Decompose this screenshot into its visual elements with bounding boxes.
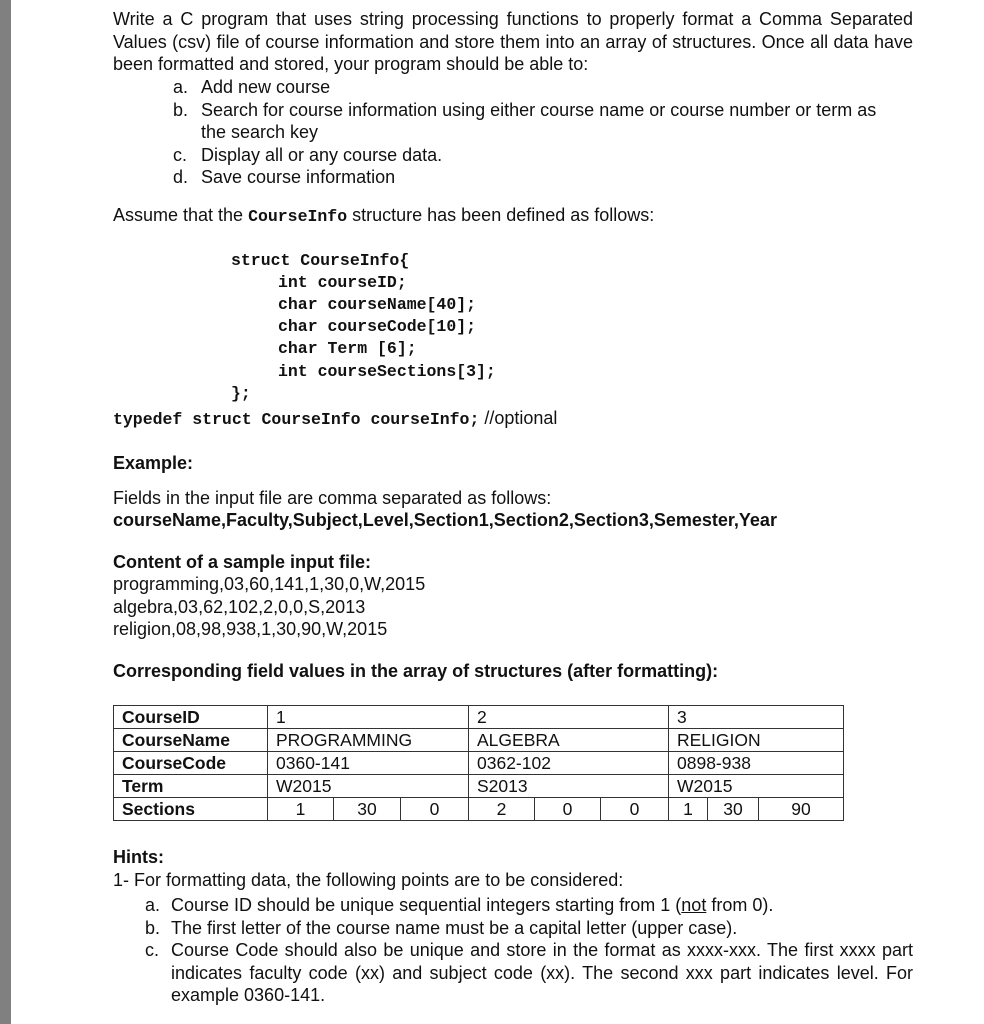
hint-text: Course ID should be unique sequential integers starting from 1 ( [171,895,682,915]
table-cell: PROGRAMMING [268,729,469,752]
list-marker: b. [145,917,161,938]
row-header: CourseName [114,729,268,752]
code-line: char Term [6]; [278,339,417,358]
table-cell: S2013 [469,775,669,798]
sample-heading: Content of a sample input file: [113,552,372,572]
list-item [113,99,881,144]
hints-heading: Hints: [113,847,164,867]
table-cell: W2015 [268,775,469,798]
list-marker: c. [173,144,188,165]
table-cell: 3 [669,706,844,729]
sample-line: programming,03,60,141,1,30,0,W,2015 [113,574,426,594]
list-marker: b. [173,99,189,120]
list-marker: d. [173,167,189,188]
table-row [114,729,844,752]
table-row [114,775,844,798]
intro-paragraph: Write a C program that uses string processing functions to properly format a Comma Separated Values (csv) file of course information and store them into an array of structures. Once all data have been formatted and stored, your program should be able to: [113,9,913,75]
list-item [113,166,913,189]
list-item [113,894,913,917]
list-text: Display all or any course data. [201,144,443,165]
list-item [113,939,913,1007]
assume-after: structure has been defined as follows: [347,205,655,225]
section-cell: 0 [401,798,469,821]
hint-text: Course Code should also be unique and store in the format as xxxx-xxx. The first xxxx part indicates faculty code (xx) and subject code (xx). The second xxx part indicates level. For example 0360-141. [171,940,913,1006]
table-cell: 2 [469,706,669,729]
section-cell: 1 [669,798,708,821]
inline-code: CourseInfo [248,207,348,226]
corresponding-heading: Corresponding field values in the array of structures (after formatting): [113,661,719,681]
list-text: Search for course information using either course name or course number or term as the search key [201,99,877,143]
section-cell: 0 [601,798,669,821]
section-cell: 90 [759,798,844,821]
list-marker: a. [173,77,189,97]
list-text: Add new course [201,77,331,97]
hint-text: The first letter of the course name must be a capital letter (upper case). [171,917,738,938]
table-row [114,706,844,729]
code-line: int courseSections[3]; [278,362,496,381]
fields-intro: Fields in the input file are comma separated as follows: [113,488,552,508]
code-line: char courseCode[10]; [278,317,477,336]
hints-list [113,894,913,1007]
typedef-code: typedef struct CourseInfo courseInfo; [113,410,480,429]
sample-line: religion,08,98,938,1,30,90,W,2015 [113,619,388,639]
table-cell: W2015 [669,775,844,798]
section-cell: 30 [708,798,759,821]
fields-list: courseName,Faculty,Subject,Level,Section1,Section2,Section3,Semester,Year [113,510,777,530]
table-cell: 0898-938 [669,752,844,775]
section-cell: 0 [535,798,601,821]
list-marker: a. [145,895,161,915]
course-table [113,705,844,821]
row-header: CourseCode [114,752,268,775]
assume-before: Assume that the [113,205,249,225]
table-cell: 0360-141 [268,752,469,775]
table-row [114,752,844,775]
underlined-text: not [681,895,707,915]
code-comment: //optional [479,408,558,428]
list-item [113,144,913,167]
table-row [114,798,844,821]
example-heading: Example: [113,453,194,473]
table-cell: 0362-102 [469,752,669,775]
row-header: Sections [114,798,268,821]
task-list [113,76,913,189]
code-line: struct CourseInfo{ [231,251,410,270]
code-line: char courseName[40]; [278,295,477,314]
assume-text [113,204,913,229]
section-cell: 2 [469,798,535,821]
list-marker: c. [145,940,160,961]
code-line [113,407,557,431]
list-item [113,76,913,99]
table-cell: RELIGION [669,729,844,752]
left-gray-margin [0,0,11,1024]
section-cell: 30 [334,798,401,821]
code-line: int courseID; [278,273,407,292]
code-line: }; [231,384,251,403]
hint-text: from 0). [706,895,774,915]
hints-intro: 1- For formatting data, the following points are to be considered: [113,870,624,890]
sample-line: algebra,03,62,102,2,0,0,S,2013 [113,597,366,617]
table-cell: 1 [268,706,469,729]
row-header: Term [114,775,268,798]
section-cell: 1 [268,798,334,821]
list-item [113,917,913,940]
row-header: CourseID [114,706,268,729]
table-cell: ALGEBRA [469,729,669,752]
list-text: Save course information [201,167,396,188]
